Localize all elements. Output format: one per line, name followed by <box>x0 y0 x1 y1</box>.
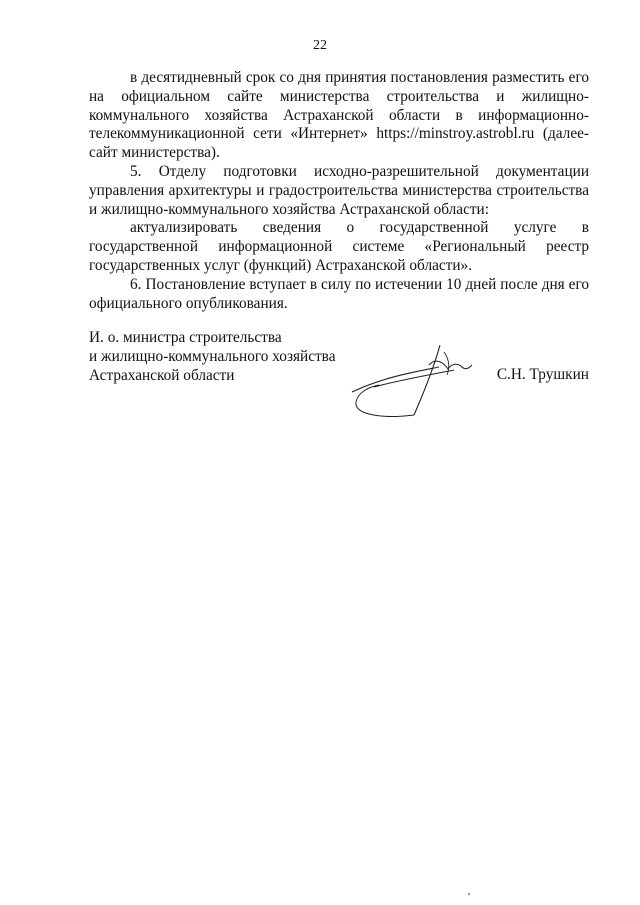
signer-position-line: Астраханской области <box>89 366 235 384</box>
paragraph-item-5: 5. Отделу подготовки исходно-разрешительной документации <box>130 162 589 180</box>
document-body <box>89 69 589 313</box>
scan-speck <box>468 893 470 895</box>
signer-position-line: и жилищно-коммунального хозяйства <box>89 347 336 365</box>
paragraph-update-info: актуализировать сведения о государственной услуге в государственной информационной системе «Региональный реестр государственных услуг (функций) Астраханской области». <box>89 219 589 274</box>
signer-name: С.Н. Трушкин <box>496 366 589 383</box>
page-number: 22 <box>313 38 327 53</box>
signature-block <box>89 329 589 429</box>
paragraph-department: управления архитектуры и градостроительства министерства строительства и жилищно-коммунального хозяйства Астраханской области: <box>89 181 589 218</box>
signer-position-line: И. о. министра строительства <box>89 329 282 346</box>
handwritten-signature <box>344 337 474 417</box>
paragraph-publication: в десятидневный срок со дня принятия постановления разместить его на официальном сайте министерства строительства и жилищно-коммунального хозяйства Астраханской области в информационно-телекоммуникационной сети «Интернет» https://minstroy.astrobl.ru (далее-сайт министерства). <box>89 69 589 162</box>
paragraph-item-6: 6. Постановление вступает в силу по истечении 10 дней после дня его официального опубликования. <box>89 275 589 312</box>
